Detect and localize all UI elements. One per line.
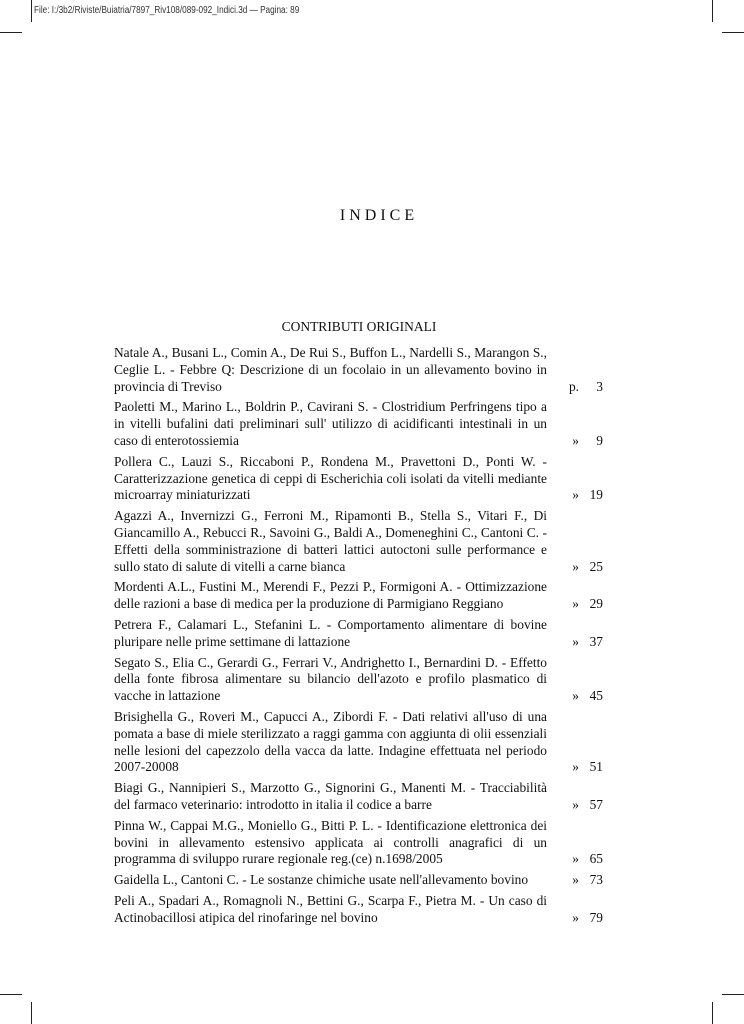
entry-page-marker: » (572, 796, 579, 812)
crop-mark (0, 32, 22, 33)
toc-entry (114, 454, 603, 504)
entry-title: Biagi G., Nannipieri S., Marzotto G., Signorini G., Manenti M. - Tracciabilità del farmaco veterinario: introdotto in italia il codice a barre (114, 780, 547, 812)
file-header: File: I:/3b2/Riviste/Buiatria/7897_Riv108/089-092_Indici.3d — Pagina: 89 (34, 5, 300, 16)
entry-title: Brisighella G., Roveri M., Capucci A., Zibordi F. - Dati relativi all'uso di una pomata a base di miele sterilizzato a raggi gamma con aggiunta di olii essenziali nelle lesioni del capezzolo della vacca da latte. Indagine effettuata nel periodo 2007-20008 (114, 708, 547, 775)
toc-entry (114, 508, 603, 575)
entry-page-marker: » (572, 558, 579, 574)
crop-mark (31, 1002, 32, 1024)
entry-page-number: 79 (589, 909, 603, 925)
entry-title: Petrera F., Calamari L., Stefanini L. - Comportamento alimentare di bovine pluripare nelle prime settimane di lattazione (114, 616, 547, 649)
toc-entry (114, 818, 603, 868)
entry-page-marker: » (572, 432, 579, 448)
entry-page-number: 9 (596, 432, 603, 448)
toc-entry (114, 780, 603, 814)
entry-page-number: 3 (596, 378, 603, 394)
entry-page-number: 51 (589, 759, 603, 775)
table-of-contents (114, 345, 603, 931)
entry-title: Gaidella L., Cantoni C. - Le sostanze chimiche usate nell'allevamento bovino (114, 872, 529, 888)
entry-page-marker: » (572, 872, 579, 888)
entry-page-number: 73 (589, 872, 603, 888)
toc-entry (114, 579, 603, 613)
entry-title: Segato S., Elia C., Gerardi G., Ferrari V., Andrighetto I., Bernardini D. - Effetto della fonte fibrosa alimentare su bilancio dell'azoto e profilo plasmatico di vacche in lattazione (114, 654, 547, 704)
entry-page-marker: » (572, 851, 579, 867)
entry-title: Natale A., Busani L., Comin A., De Rui S., Buffon L., Nardelli S., Marangon S., Ceglie L. - Febbre Q: Descrizione di un focolaio in un allevamento bovino in provincia di Treviso (114, 345, 547, 394)
entry-page-marker: p. (568, 378, 579, 394)
entry-title: Pollera C., Lauzi S., Riccaboni P., Rondena M., Pravettoni D., Ponti W. - Caratterizzazione genetica di ceppi di Escherichia coli isolati da vitelli mediante microarray miniaturizzati (114, 453, 547, 503)
entry-title: Mordenti A.L., Fustini M., Merendi F., Pezzi P., Formigoni A. - Ottimizzazione delle razioni a base di medica per la produzione di Parmigiano Reggiano (114, 579, 547, 612)
entry-title: Paoletti M., Marino L., Boldrin P., Cavirani S. - Clostridium Perfringens tipo a in vitelli bufalini dati preliminari sull' utilizzo di acidificanti intestinali in un caso di enterotossiemia (114, 399, 547, 448)
crop-mark (722, 994, 744, 995)
toc-entry (114, 617, 603, 651)
crop-mark (31, 0, 32, 22)
section-heading: CONTRIBUTI ORIGINALI (281, 319, 437, 334)
entry-page-number: 45 (589, 688, 603, 704)
entry-page-marker: » (572, 759, 579, 775)
entry-page-number: 37 (589, 633, 603, 649)
crop-mark (0, 994, 22, 995)
entry-page-number: 19 (589, 487, 603, 503)
page-title: INDICE (339, 207, 419, 224)
toc-entry (114, 893, 603, 927)
crop-mark (712, 1002, 713, 1024)
toc-entry (114, 399, 603, 449)
toc-entry (114, 872, 603, 889)
entry-page-number: 65 (589, 851, 603, 867)
entry-page-marker: » (572, 487, 579, 503)
entry-title: Peli A., Spadari A., Romagnoli N., Bettini G., Scarpa F., Pietra M. - Un caso di Actinobacillosi atipica del rinofaringe nel bovino (114, 892, 547, 925)
entry-page-number: 29 (589, 596, 603, 612)
entry-page-marker: » (572, 633, 579, 649)
crop-mark (722, 32, 744, 33)
crop-mark (712, 0, 713, 22)
entry-title: Agazzi A., Invernizzi G., Ferroni M., Ripamonti B., Stella S., Vitari F., Di Giancamillo A., Rebucci R., Savoini G., Baldi A., Domeneghini C., Cantoni C. - Effetti della somministrazione di batteri lattici autoctoni sulle performance e sullo stato di salute di vitelli a carne bianca (114, 508, 547, 574)
toc-entry (114, 345, 603, 395)
entry-page-number: 57 (589, 796, 603, 812)
entry-title: Pinna W., Cappai M.G., Moniello G., Bitti P. L. - Identificazione elettronica dei bovini in allevamento estensivo applicata ai controlli anagrafici di un programma di sviluppo rurare regionale reg.(ce) n.1698/2005 (114, 817, 547, 867)
entry-page-marker: » (572, 596, 579, 612)
entry-page-number: 25 (589, 558, 603, 574)
entry-page-marker: » (572, 909, 579, 925)
toc-entry (114, 709, 603, 776)
toc-entry (114, 655, 603, 705)
entry-page-marker: » (572, 688, 579, 704)
